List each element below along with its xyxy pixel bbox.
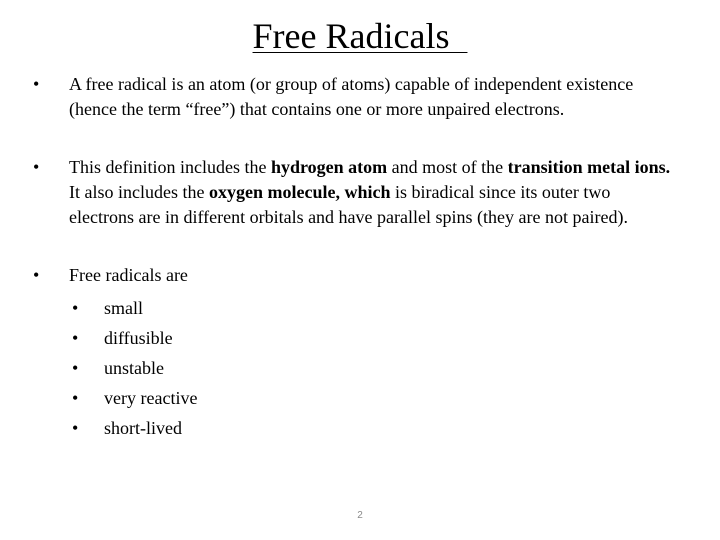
sub-bullet-text: unstable — [104, 358, 164, 378]
sub-bullet-very-reactive — [33, 383, 673, 413]
sub-bullet-marker: • — [72, 418, 79, 438]
bullet-examples — [33, 155, 673, 230]
sub-bullet-marker: • — [72, 358, 79, 378]
sub-bullet-text: short-lived — [104, 418, 182, 438]
bold-term-transition-metal-ions: transition metal ions. — [507, 157, 671, 177]
sub-bullet-marker: • — [72, 328, 79, 348]
sub-bullet-unstable — [33, 353, 673, 383]
bullet-text: A free radical is an atom (or group of atoms) capable of independent existence (hence the term “free”) that contains one or more unpaired electrons. — [69, 74, 634, 119]
page-number: 2 — [357, 510, 363, 521]
bold-term-oxygen-molecule: oxygen molecule, which — [208, 182, 391, 202]
sub-bullet-text: diffusible — [104, 328, 173, 348]
bullet-marker: • — [33, 74, 40, 94]
slide-body — [33, 72, 673, 443]
bullet-definition — [33, 72, 673, 122]
bullet-text-part: This definition includes the — [69, 157, 271, 177]
bullet-marker: • — [33, 157, 40, 177]
bullet-text-part: and most of the — [387, 157, 508, 177]
bullet-text-part: is biradical since its outer two electrons are in different orbitals and have parallel spins (they are not paired). — [69, 182, 628, 227]
sub-bullet-text: small — [104, 298, 143, 318]
slide-title — [0, 14, 720, 58]
sub-bullet-small — [33, 293, 673, 323]
bold-term-hydrogen-atom: hydrogen atom — [270, 157, 388, 177]
sub-bullet-text: very reactive — [104, 388, 198, 408]
sub-bullet-marker: • — [72, 388, 79, 408]
bullet-marker: • — [33, 265, 40, 285]
sub-bullet-diffusible — [33, 323, 673, 353]
bullet-text: Free radicals are — [69, 265, 188, 285]
bullet-properties — [33, 263, 673, 288]
sub-bullet-short-lived — [33, 413, 673, 443]
sub-bullet-marker: • — [72, 298, 79, 318]
bullet-text-part: It also includes the — [69, 182, 209, 202]
slide-title-text: Free Radicals — [252, 16, 468, 56]
